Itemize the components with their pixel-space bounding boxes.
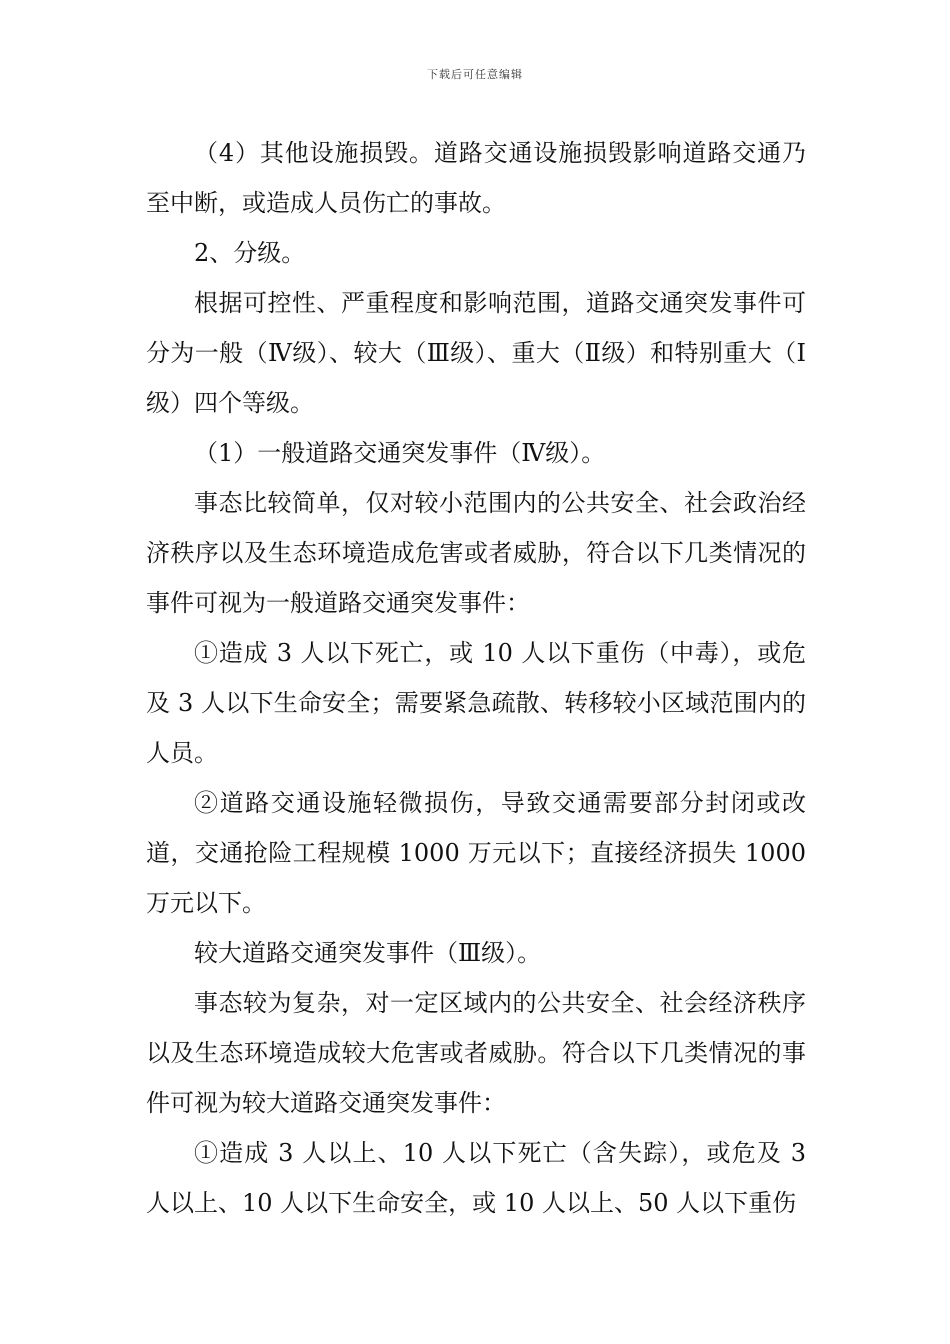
section-heading-classification: 2、分级。: [194, 239, 306, 267]
document-body: [146, 128, 814, 1228]
paragraph-general-level-description: 事态比较简单，仅对较小范围内的公共安全、社会政治经济秩序以及生态环境造成危害或者威胁，符合以下几类情况的事件可视为一般道路交通突发事件：: [146, 489, 806, 617]
paragraph-major-criterion-1: ①造成 3 人以上、10 人以下死亡（含失踪），或危及 3 人以上、10 人以下生命安全，或 10 人以上、50 人以下重伤: [146, 1139, 814, 1217]
paragraph-general-criterion-1: ①造成 3 人以下死亡，或 10 人以下重伤（中毒），或危及 3 人以下生命安全；需要紧急疏散、转移较小区域范围内的人员。: [146, 639, 806, 767]
page-header: 下载后可任意编辑: [427, 68, 523, 81]
paragraph-general-criterion-2: ②道路交通设施轻微损伤，导致交通需要部分封闭或改道，交通抢险工程规模 1000 万元以下；直接经济损失 1000 万元以下。: [146, 789, 814, 917]
paragraph-classification-levels: 根据可控性、严重程度和影响范围，道路交通突发事件可分为一般（Ⅳ级）、较大（Ⅲ级）、重大（Ⅱ级）和特别重大（Ⅰ级）四个等级。: [146, 289, 806, 417]
paragraph-major-level-description: 事态较为复杂，对一定区域内的公共安全、社会经济秩序以及生态环境造成较大危害或者威胁。符合以下几类情况的事件可视为较大道路交通突发事件：: [146, 989, 806, 1117]
paragraph-facility-damage: （4）其他设施损毁。道路交通设施损毁影响道路交通乃至中断，或造成人员伤亡的事故。: [146, 139, 806, 217]
subheading-general-level-iv: （1）一般道路交通突发事件（Ⅳ级）。: [194, 439, 606, 467]
subheading-major-level-iii: 较大道路交通突发事件（Ⅲ级）。: [194, 939, 542, 967]
